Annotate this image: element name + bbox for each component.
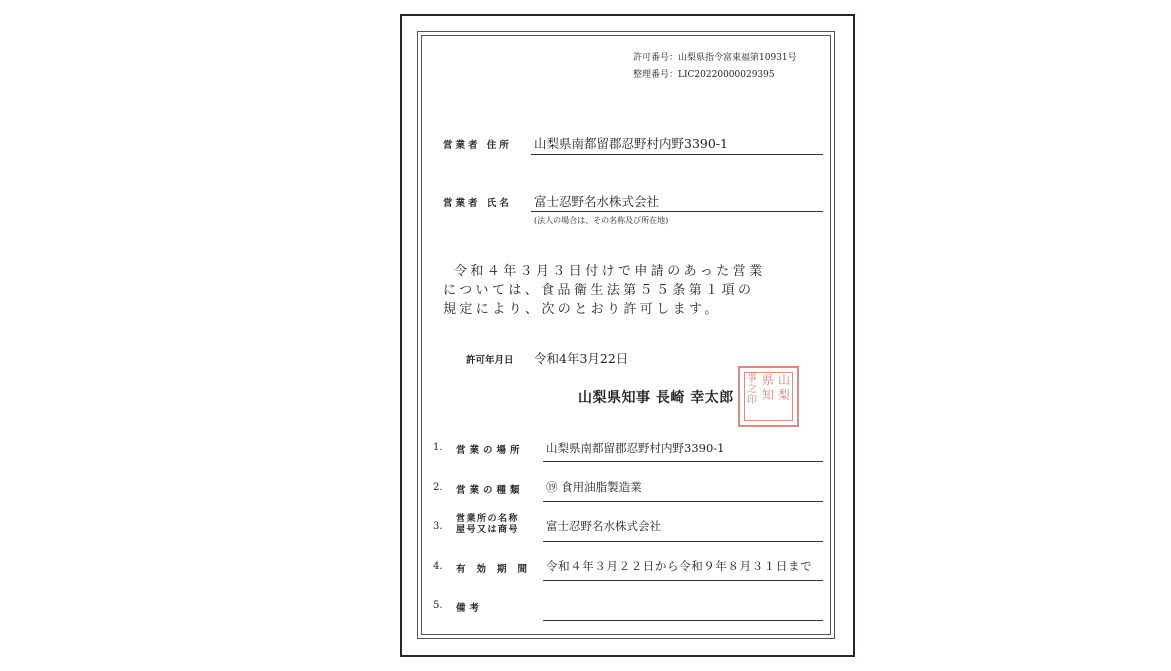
item-3-label [456, 514, 519, 536]
item-4-value: 令和４年３月２２日から令和９年８月３１日まで [546, 559, 813, 573]
item-3-underline [543, 541, 823, 542]
operator-name-underline [531, 211, 823, 212]
statement-line-2: については、食品衛生法第５５条第１項の [443, 283, 755, 298]
item-2-number: 2. [433, 482, 443, 493]
operator-address-label: 営業者 住所 [443, 140, 512, 151]
certificate-inner-frame-2 [421, 35, 831, 635]
operator-address-value: 山梨県南都留郡忍野村内野3390-1 [534, 136, 728, 151]
operator-name-value: 富士忍野名水株式会社 [534, 194, 660, 209]
item-1-number: 1. [433, 442, 443, 453]
item-3-value: 富士忍野名水株式会社 [546, 519, 661, 533]
item-1-label: 営業の場所 [456, 445, 524, 456]
operator-name-label: 営業者 氏名 [443, 198, 512, 209]
operator-address-underline [531, 154, 823, 155]
issuer-name: 山梨県知事 長崎 幸太郎 [578, 390, 734, 406]
item-3-label-line-2: 屋号又は商号 [456, 525, 520, 535]
item-1-underline [543, 461, 823, 462]
seal-column-1: 山梨 [777, 373, 790, 402]
permit-number-value: 山梨県指令富東福第10931号 [678, 53, 797, 63]
permit-date-label: 許可年月日 [466, 355, 514, 366]
item-2-label: 営業の種類 [456, 485, 524, 496]
permit-number-label: 許可番号： [633, 53, 679, 63]
permit-date-value: 令和4年3月22日 [534, 351, 629, 366]
item-1-value: 山梨県南都留郡忍野村内野3390-1 [546, 441, 725, 455]
item-5-number: 5. [433, 600, 443, 611]
statement-line-1: 令和４年３月３日付けで申請のあった営業 [454, 264, 766, 279]
item-5-label: 備考 [456, 603, 484, 614]
item-3-number: 3. [433, 521, 443, 532]
registration-number-label: 整理番号： [633, 70, 679, 80]
seal-column-3: 事之印 [747, 373, 757, 406]
item-2-underline [543, 501, 823, 502]
item-5-underline [543, 620, 823, 621]
item-3-label-line-1: 営業所の名称 [456, 514, 520, 524]
statement-line-3: 規定により、次のとおり許可します。 [443, 302, 721, 317]
registration-number [633, 67, 775, 80]
item-2-value: ⑲ 食用油脂製造業 [546, 480, 642, 494]
operator-name-note: (法人の場合は、その名称及び所在地) [534, 216, 669, 225]
item-4-number: 4. [433, 561, 443, 572]
item-4-underline [543, 580, 823, 581]
official-seal [738, 366, 799, 427]
registration-number-value: LIC20220000029395 [678, 70, 775, 80]
seal-column-2: 県知 [761, 373, 774, 402]
permit-number [633, 50, 797, 63]
item-4-label: 有効期間 [456, 564, 539, 575]
